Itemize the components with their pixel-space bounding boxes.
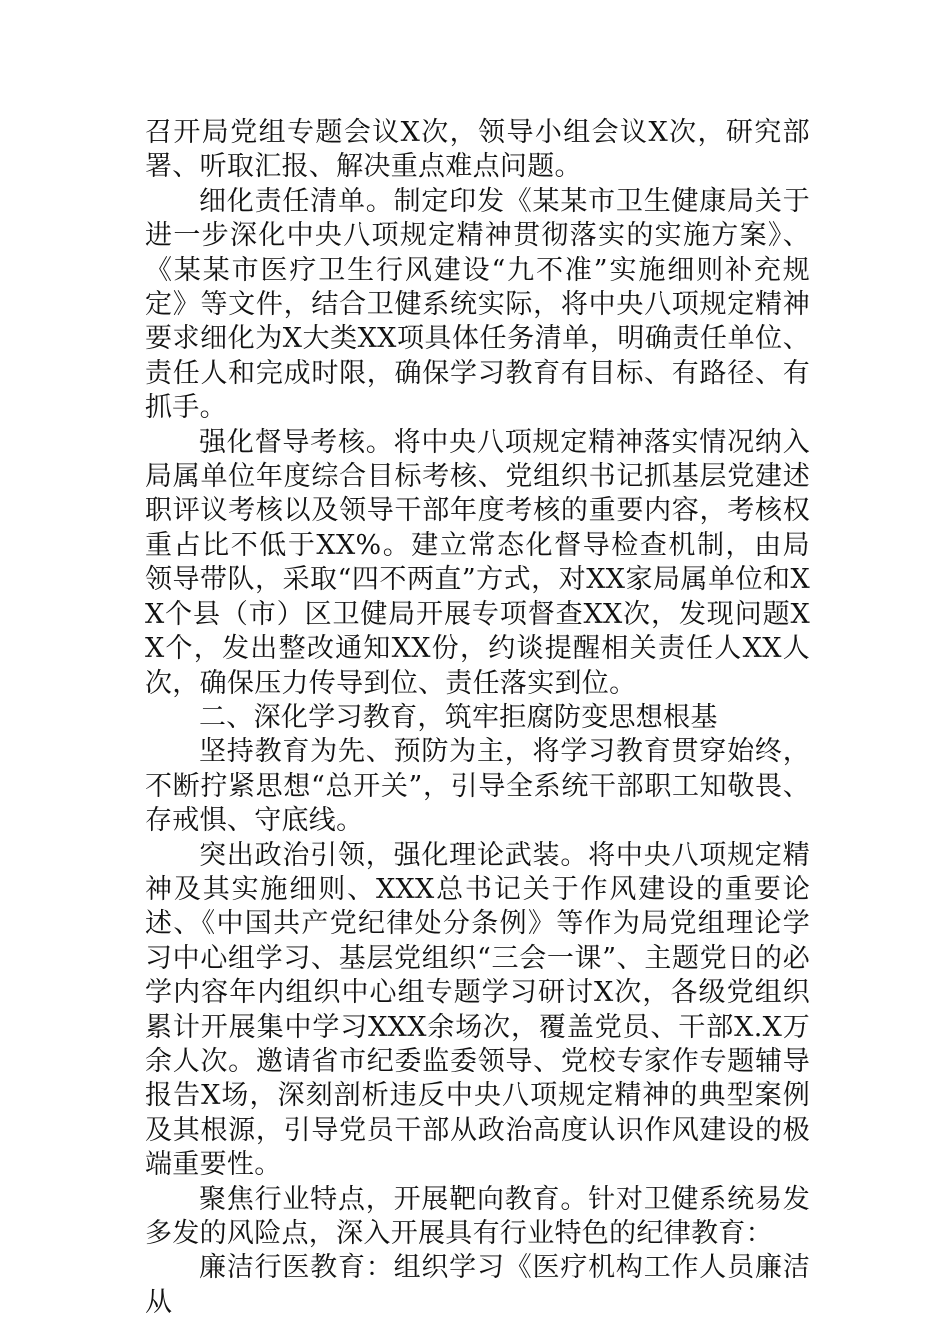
paragraph-continuation: 召开局党组专题会议X次，领导小组会议X次，研究部署、听取汇报、解决重点难点问题。 [145,117,810,183]
paragraph-responsibility-list: 细化责任清单。制定印发《某某市卫生健康局关于进一步深化中央八项规定精神贯彻落实的实施方案》、《某某市医疗卫生行风建设“九不准”实施细则补充规定》等文件，结合卫健系统实际，将中央八项规定精神要求细化为X大类XX项具体任务清单，明确责任单位、责任人和完成时限，确保学习教育有目标、有路径、有抓手。 [145,185,810,424]
document-body [145,116,810,1320]
paragraph-political-guidance: 突出政治引领，强化理论武装。将中央八项规定精神及其实施细则、XXX总书记关于作风建设的重要论述、《中国共产党纪律处分条例》等作为局党组理论学习中心组学习、基层党组织“三会一课”、主题党日的必学内容年内组织中心组专题学习研讨X次，各级党组织累计开展集中学习XXX余场次，覆盖党员、干部X.X万余人次。邀请省市纪委监委领导、党校专家作专题辅导报告X场，深刻剖析违反中央八项规定精神的典型案例及其根源，引导党员干部从政治高度认识作风建设的极端重要性。 [145,839,810,1181]
paragraph-supervision: 强化督导考核。将中央八项规定精神落实情况纳入局属单位年度综合目标考核、党组织书记抓基层党建述职评议考核以及领导干部年度考核的重要内容，考核权重占比不低于XX%。建立常态化督导检查机制，由局领导带队，采取“四不两直”方式，对XX家局属单位和XX个县（市）区卫健局开展专项督查XX次，发现问题XX个，发出整改通知XX份，约谈提醒相关责任人XX人次，确保压力传导到位、责任落实到位。 [145,426,810,699]
paragraph-industry-focus: 聚焦行业特点，开展靶向教育。针对卫健系统易发多发的风险点，深入开展具有行业特色的纪律教育： [145,1183,810,1249]
paragraph-clean-practice: 廉洁行医教育：组织学习《医疗机构工作人员廉洁从 [145,1252,810,1318]
paragraph-education-intro: 坚持教育为先、预防为主，将学习教育贯穿始终，不断拧紧思想“总开关”，引导全系统干部职工知敬畏、存戒惧、守底线。 [145,736,810,837]
section-heading: 二、深化学习教育，筑牢拒腐防变思想根基 [199,701,718,733]
